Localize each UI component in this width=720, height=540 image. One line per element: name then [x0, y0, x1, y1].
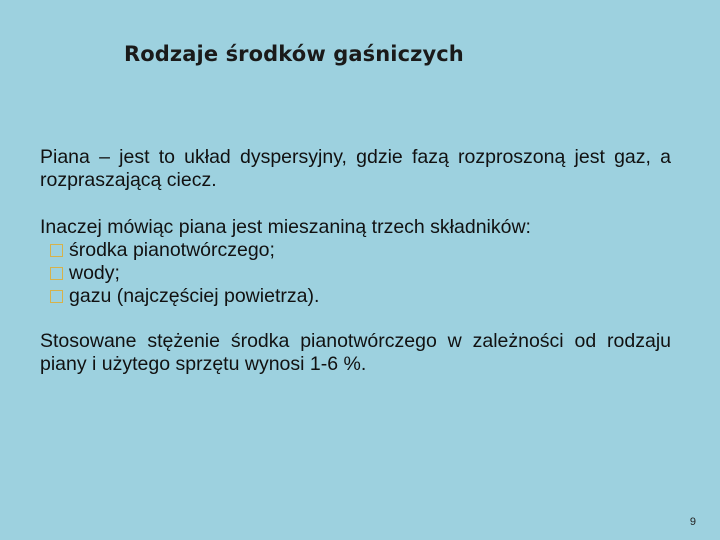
components-intro: Inaczej mówiąc piana jest mieszaniną trzech składników: — [40, 216, 531, 238]
page-number: 9 — [689, 516, 696, 528]
list-item — [40, 285, 671, 308]
list-item — [40, 262, 671, 285]
square-bullet-icon — [50, 290, 63, 303]
slide-title: Rodzaje środków gaśniczych — [124, 42, 464, 66]
components-list — [40, 239, 671, 308]
foam-definition-paragraph: Piana – jest to układ dyspersyjny, gdzie fazą rozproszoną jest gaz, a rozpraszającą ciecz. — [40, 146, 671, 191]
square-bullet-icon — [50, 244, 63, 257]
square-bullet-icon — [50, 267, 63, 280]
component-label: gazu (najczęściej powietrza). — [69, 285, 320, 307]
components-section — [40, 216, 671, 308]
component-label: środka pianotwórczego; — [69, 239, 275, 261]
component-label: wody; — [69, 262, 120, 284]
list-item — [40, 239, 671, 262]
concentration-paragraph: Stosowane stężenie środka pianotwórczego w zależności od rodzaju piany i użytego sprzętu wynosi 1-6 %. — [40, 330, 671, 375]
